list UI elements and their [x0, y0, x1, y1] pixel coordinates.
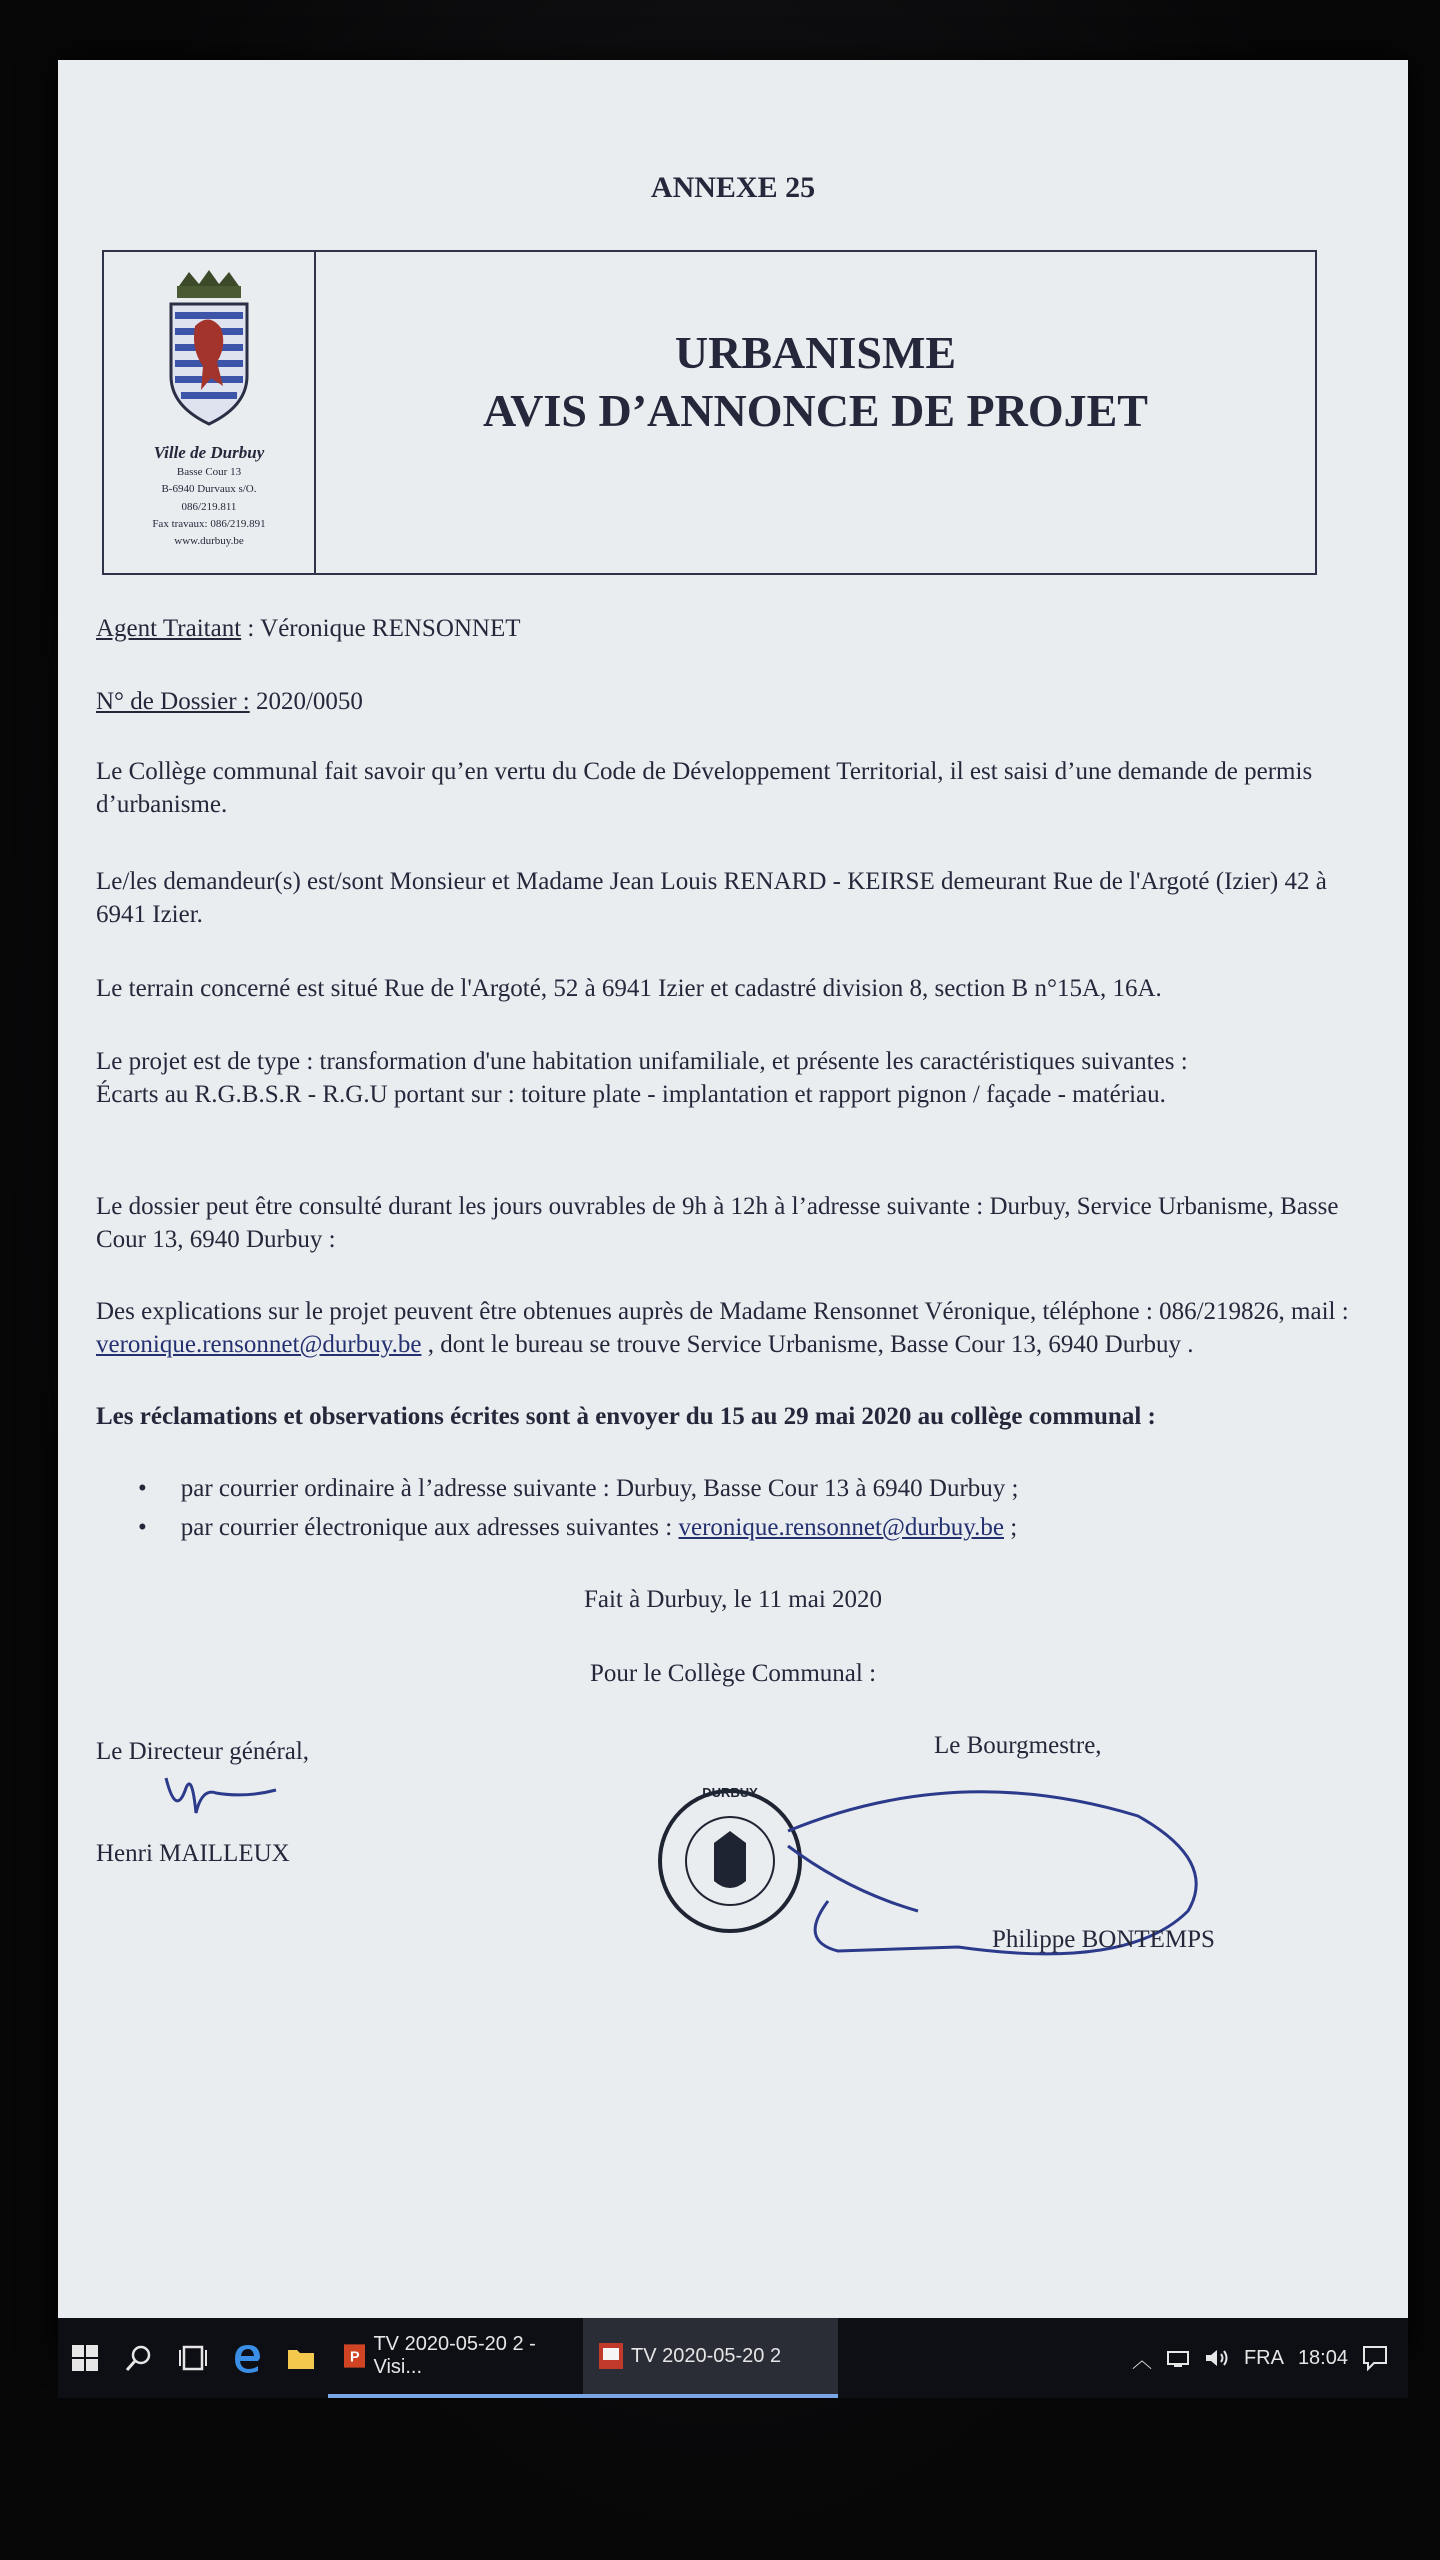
chevron-up-icon[interactable]: ︿: [1131, 2349, 1152, 2372]
signature-icon: [156, 1768, 296, 1828]
document-page: [58, 60, 1408, 2355]
bourgmestre-title: Le Bourgmestre,: [934, 1732, 1102, 1759]
paragraph-explications: [96, 1295, 1356, 1361]
screen: [58, 60, 1408, 2355]
file-explorer-button[interactable]: [274, 2318, 328, 2398]
address-line: Fax travaux: 086/219.891: [152, 517, 266, 530]
bullet-dot: •: [138, 1475, 147, 1502]
network-icon[interactable]: [1166, 2349, 1190, 2367]
title-line-1: URBANISME: [674, 327, 957, 378]
address-line: www.durbuy.be: [174, 534, 244, 547]
agent-label: Agent Traitant: [96, 615, 242, 642]
paragraph-projet: [96, 1045, 1356, 1111]
paragraph-terrain: Le terrain concerné est situé Rue de l'Argoté, 52 à 6941 Izier et cadastré division 8, section B n°15A, 16A.: [96, 975, 1162, 1002]
fait-line: Fait à Durbuy, le 11 mai 2020: [583, 1586, 883, 1613]
address-line: B-6940 Durvaux s/O.: [161, 483, 257, 496]
bourgmestre-name: Philippe BONTEMPS: [992, 1926, 1215, 1953]
pour-line: Pour le Collège Communal :: [589, 1660, 877, 1687]
logo-address: [152, 464, 265, 549]
taskbar-app-label: TV 2020-05-20 2 - Visi...: [373, 2333, 536, 2378]
system-tray: [1132, 2344, 1408, 2373]
explications-text-end: , dont le bureau se trouve Service Urbanisme, Basse Cour 13, 6940 Durbuy .: [421, 1331, 1194, 1358]
slideshow-icon: [599, 2343, 623, 2369]
paragraph-demandeur: Le/les demandeur(s) est/sont Monsieur et Madame Jean Louis RENARD - KEIRSE demeurant Rue de l'Argoté (Izier) 42 à 6941 Izier.: [96, 868, 1327, 928]
list-item: [138, 1511, 1408, 1544]
agent-line: [96, 612, 1356, 645]
bullet-1: par courrier ordinaire à l’adresse suivante : Durbuy, Basse Cour 13 à 6940 Durbuy ;: [180, 1475, 1019, 1502]
directeur-signature-block: [96, 1735, 496, 1870]
bullet-dot: •: [138, 1514, 147, 1541]
edge-button[interactable]: [220, 2318, 274, 2398]
projet-line-2: Écarts au R.G.B.S.R - R.G.U portant sur : toiture plate - implantation et rapport pignon / façade - matériau.: [96, 1081, 1166, 1108]
annexe-label: ANNEXE 25: [650, 171, 816, 204]
taskbar-app-label: TV 2020-05-20 2: [631, 2344, 782, 2367]
powerpoint-icon: [344, 2343, 365, 2369]
paragraph-intro: Le Collège communal fait savoir qu’en vertu du Code de Développement Territorial, il est saisi d’une demande de permis d’urbanisme.: [96, 758, 1313, 818]
search-button[interactable]: [112, 2318, 166, 2398]
taskbar-app-slideshow[interactable]: [583, 2318, 838, 2398]
svg-text:DURBUY: DURBUY: [702, 1785, 758, 1800]
windows-taskbar: [58, 2318, 1408, 2398]
notification-icon[interactable]: [1362, 2345, 1388, 2371]
taskbar-app-powerpoint[interactable]: [328, 2318, 583, 2398]
reclamations-heading: Les réclamations et observations écrites sont à envoyer du 15 au 29 mai 2020 au collège communal :: [96, 1403, 1156, 1430]
explications-text: Des explications sur le projet peuvent être obtenues auprès de Madame Rensonnet Véronique, téléphone : 086/219826, mail :: [96, 1298, 1349, 1325]
title-line-2: AVIS D’ANNONCE DE PROJET: [483, 384, 1148, 436]
crest-icon: [161, 266, 257, 436]
ville-name: Ville de Durbuy: [153, 443, 265, 462]
address-line: Basse Cour 13: [176, 466, 242, 479]
svg-text:P: P: [349, 2349, 360, 2366]
volume-icon[interactable]: [1204, 2348, 1230, 2368]
start-button[interactable]: [58, 2318, 112, 2398]
task-view-icon: [179, 2344, 207, 2372]
title-block: [316, 252, 1315, 573]
paragraph-consultation: Le dossier peut être consulté durant les jours ouvrables de 9h à 12h à l’adresse suivante : Durbuy, Service Urbanisme, Basse Cour 13, 6940 Durbuy :: [96, 1193, 1339, 1253]
folder-icon: [287, 2346, 315, 2370]
agent-value: : Véronique RENSONNET: [241, 615, 521, 642]
bourgmestre-signature-block: [658, 1725, 1378, 2025]
language-indicator[interactable]: FRA: [1243, 2346, 1284, 2369]
dossier-label: N° de Dossier :: [96, 688, 250, 715]
stamp-icon: [658, 1771, 1378, 2001]
bullet-list: [138, 1472, 1408, 1550]
logo-block: [104, 252, 316, 573]
search-icon: [125, 2344, 153, 2372]
bullet-2: par courrier électronique aux adresses suivantes :: [180, 1514, 679, 1541]
list-item: [138, 1472, 1408, 1505]
projet-line-1: Le projet est de type : transformation d'une habitation unifamiliale, et présente les caractéristiques suivantes :: [96, 1048, 1188, 1075]
email-link[interactable]: veronique.rensonnet@durbuy.be: [96, 1331, 422, 1358]
header-box: [102, 250, 1317, 575]
directeur-name: Henri MAILLEUX: [96, 1840, 290, 1867]
dossier-line: [96, 685, 1356, 718]
dossier-value: 2020/0050: [249, 688, 363, 715]
windows-logo-icon: [72, 2345, 98, 2371]
clock[interactable]: 18:04: [1297, 2346, 1348, 2369]
bullet-2-end: ;: [1003, 1514, 1018, 1541]
address-line: 086/219.811: [181, 500, 237, 513]
directeur-title: Le Directeur général,: [96, 1738, 310, 1765]
email-link-2[interactable]: veronique.rensonnet@durbuy.be: [678, 1514, 1004, 1541]
task-view-button[interactable]: [166, 2318, 220, 2398]
edge-icon: [232, 2343, 262, 2373]
